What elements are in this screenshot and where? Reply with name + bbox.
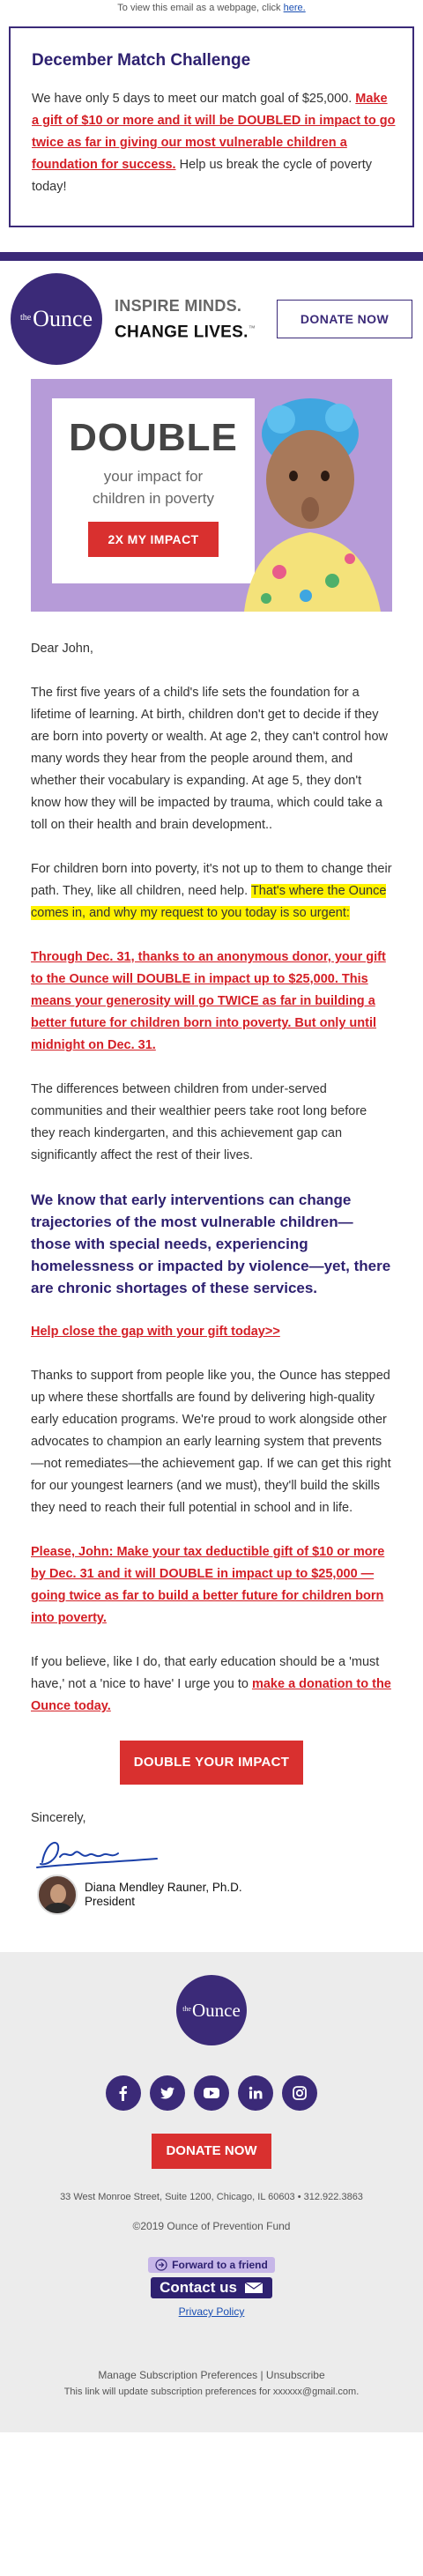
callout-text: We know that early interventions can change trajectories of the most vulnerable children—those with special needs, experiencing homelessness or impacted by violence—yet, there are chronic shortages of these services. — [31, 1191, 391, 1296]
envelope-icon — [244, 2282, 263, 2294]
instagram-icon[interactable] — [282, 2075, 317, 2111]
preheader-text: To view this email as a webpage, click — [117, 3, 281, 13]
challenge-outro: Help us break the cycle of poverty today! — [32, 158, 373, 194]
linkedin-icon[interactable] — [238, 2075, 273, 2111]
view-webpage-link[interactable]: here. — [283, 3, 306, 13]
social-links — [0, 2075, 423, 2111]
greeting: Dear John, — [31, 642, 93, 656]
double-impact-button[interactable]: DOUBLE YOUR IMPACT — [120, 1741, 303, 1785]
paragraph-5: Thanks to support from people like you, the Ounce has stepped up where these shortfalls are found by delivering high-quality early education programs. We're proud to work alongside other advocates to champion an early learning system that prevents—not remediates—the achievement gap. If we can get this right for our youngest learners (and we must), they'll build the skills they need to reach their full potential in school and in life. — [31, 1369, 391, 1515]
cta-wrapper — [0, 1741, 423, 1785]
paragraph-7-text: If you believe, like I do, that early education should be a 'must have,' not a 'nice to have' I urge you to — [31, 1655, 380, 1691]
footer-logo-name: Ounce — [191, 1999, 241, 2021]
signer-text — [85, 1881, 242, 1909]
subscription-note: This link will update subscription preferences for xxxxxx@gmail.com. — [63, 2387, 360, 2397]
youtube-icon[interactable] — [194, 2075, 229, 2111]
tagline — [115, 294, 277, 344]
hero-impact-button[interactable]: 2X MY IMPACT — [88, 522, 219, 557]
copyright: ©2019 Ounce of Prevention Fund — [132, 2220, 291, 2232]
footer-logo-the: the — [182, 2005, 191, 2013]
paragraph-2-highlight: That's where the Ounce comes in, and why my request to you today is so urgent: — [31, 884, 387, 920]
paragraph-6 — [31, 1541, 392, 1629]
privacy-policy-link[interactable]: Privacy Policy — [178, 2305, 245, 2318]
forward-to-friend-button[interactable] — [148, 2257, 275, 2273]
tax-deductible-link[interactable]: Please, John: Make your tax deductible gift of $10 or more by Dec. 31 and it will DOUBLE in impact up to $25,000 — going twice as far to build a better future for children born into poverty. — [31, 1545, 385, 1625]
divider-bar — [0, 252, 423, 261]
signer-name: Diana Mendley Rauner, Ph.D. — [85, 1881, 242, 1894]
logo-the: the — [19, 312, 32, 323]
paragraph-2-text: For children born into poverty, it's not up to them to change their path. They, like all children, need help. — [31, 862, 392, 898]
signer-title: President — [85, 1895, 136, 1908]
paragraph-7 — [31, 1652, 392, 1718]
signer-block — [0, 1874, 423, 1915]
paragraph-gap — [31, 1321, 392, 1343]
sign-off: Sincerely, — [31, 1811, 86, 1825]
challenge-intro: We have only 5 days to meet our match goal of $25,000. — [32, 92, 352, 106]
tagline-line-2-text: CHANGE LIVES. — [115, 323, 249, 342]
make-donation-link[interactable]: make a donation to the Ounce today. — [31, 1677, 391, 1713]
challenge-box — [9, 26, 414, 227]
hero-headline: DOUBLE — [69, 416, 238, 459]
trademark-mark: ™ — [248, 323, 256, 332]
hero-banner[interactable] — [31, 379, 392, 612]
address: 33 West Monroe Street, Suite 1200, Chicago, IL 60603 • 312.922.3863 — [60, 2192, 363, 2202]
close-gap-link[interactable]: Help close the gap with your gift today>> — [31, 1325, 280, 1339]
hero-subline-2: children in poverty — [93, 490, 214, 507]
manage-subscription-links[interactable]: Manage Subscription Preferences | Unsubscribe — [98, 2369, 325, 2381]
contact-us-button[interactable] — [151, 2277, 272, 2298]
brand-header — [0, 261, 423, 377]
tagline-line-1: INSPIRE MINDS. — [115, 296, 242, 315]
paragraph-3 — [31, 947, 392, 1057]
tagline-line-2 — [115, 317, 277, 344]
signature-image — [0, 1832, 423, 1871]
logo-name: Ounce — [33, 306, 93, 331]
letter-body — [0, 638, 423, 1718]
header-donate-button[interactable]: DONATE NOW — [277, 300, 412, 338]
paragraph-4: The differences between children from under-served communities and their wealthier peers take root long before they reach kindergarten, and this achievement gap can significantly affect the rest of their lives. — [31, 1082, 367, 1162]
baby-photo — [226, 391, 385, 612]
challenge-title: December Match Challenge — [32, 51, 251, 70]
forward-icon — [155, 2259, 167, 2271]
footer — [0, 1952, 423, 2432]
signer-avatar — [37, 1874, 78, 1915]
forward-label: Forward to a friend — [172, 2259, 268, 2271]
match-gift-link[interactable]: Through Dec. 31, thanks to an anonymous donor, your gift to the Ounce will DOUBLE in impact up to $25,000. This means your generosity will go TWICE as far in building a better future for children born into poverty. But only until midnight on Dec. 31. — [31, 950, 386, 1052]
contact-label: Contact us — [160, 2279, 237, 2296]
ounce-logo[interactable] — [11, 273, 102, 365]
hero-subline-1: your impact for — [103, 468, 204, 485]
challenge-body — [32, 88, 397, 198]
footer-logo[interactable] — [176, 1975, 247, 2045]
preheader — [0, 0, 423, 19]
hero-card — [52, 398, 255, 583]
facebook-icon[interactable] — [106, 2075, 141, 2111]
challenge-gift-link[interactable]: Make a gift of $10 or more and it will be DOUBLED in impact to go twice as far in giving our most vulnerable children a foundation for success. — [32, 92, 396, 172]
footer-donate-button[interactable]: DONATE NOW — [152, 2134, 271, 2169]
twitter-icon[interactable] — [150, 2075, 185, 2111]
paragraph-2 — [31, 858, 392, 924]
paragraph-1: The first five years of a child's life sets the foundation for a lifetime of learning. At birth, children don't get to decide if they are born into poverty or wealth. At age 2, they can't control how many words they hear from the people around them, and whether their vocabulary is expanding. At age 5, they don't know how they will be impacted by trauma, which could take a toll on their health and brain development.. — [31, 686, 388, 832]
